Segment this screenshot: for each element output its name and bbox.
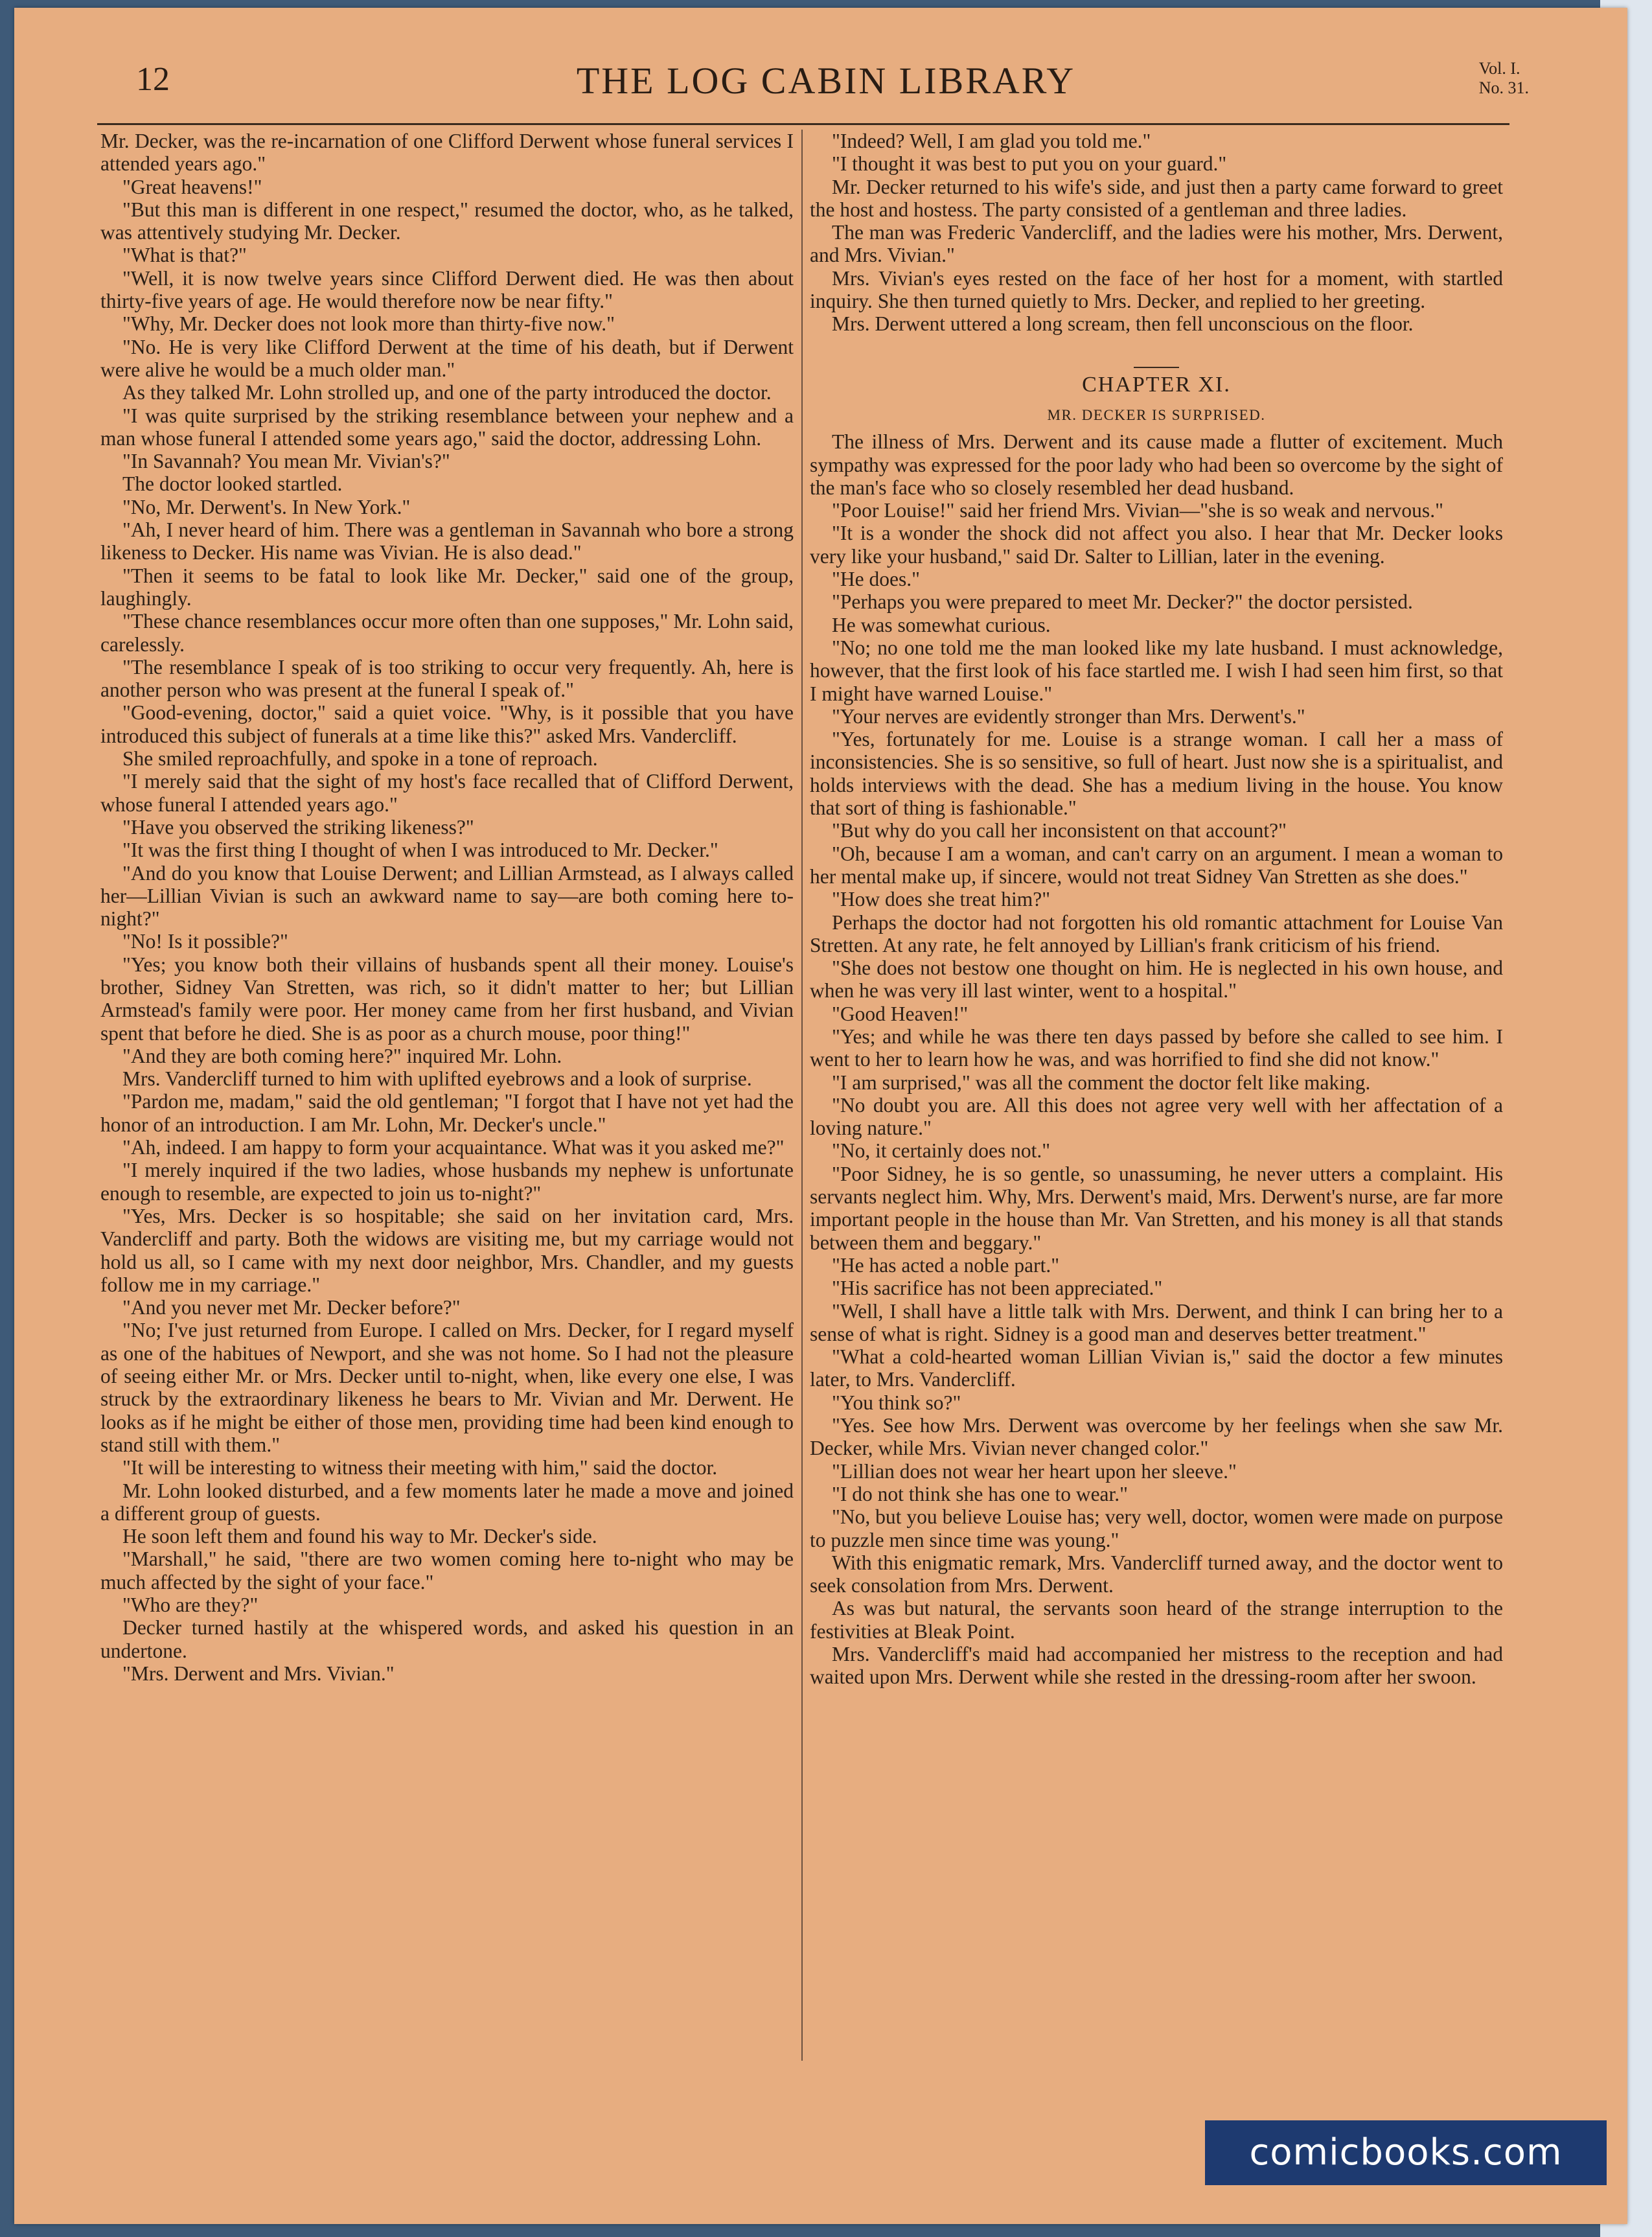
paragraph: "His sacrifice has not been appreciated." <box>832 1277 1163 1300</box>
paragraph: "Poor Sidney, he is so gentle, so unassuming, he never utters a complaint. His servants neglect him. Why, Mrs. Derwent's maid, Mrs. Derwent's nurse, are far more important people in the house than Mr. Van Stretten, and his money is all that stands between them and beggary." <box>810 1162 1503 1254</box>
chapter-heading <box>810 367 1503 427</box>
paragraph: "Poor Louise!" said her friend Mrs. Vivian—"she is so weak and nervous." <box>832 499 1443 522</box>
paragraph: "These chance resemblances occur more often than one supposes," Mr. Lohn said, carelessly. <box>100 610 794 656</box>
paragraph: "I am surprised," was all the comment the doctor felt like making. <box>832 1071 1371 1094</box>
paragraph: "I thought it was best to put you on your guard." <box>832 152 1227 176</box>
paragraph: "No, but you believe Louise has; very well, doctor, women were made on purpose to puzzle men since time was young." <box>810 1505 1503 1551</box>
paragraph: He soon left them and found his way to Mr. Decker's side. <box>122 1525 597 1548</box>
paragraph: "It was the first thing I thought of when I was introduced to Mr. Decker." <box>122 839 718 862</box>
page-header <box>97 55 1555 113</box>
paragraph: "I was quite surprised by the striking resemblance between your nephew and a man whose funeral I attended some years ago," said the doctor, addressing Lohn. <box>100 404 794 450</box>
paragraph: As they talked Mr. Lohn strolled up, and one of the party introduced the doctor. <box>122 381 772 404</box>
paragraph: He was somewhat curious. <box>832 613 1051 636</box>
paragraph: Perhaps the doctor had not forgotten his old romantic attachment for Louise Van Stretten. At any rate, he felt annoyed by Lillian's frank criticism of his friend. <box>810 910 1503 956</box>
chapter-title: CHAPTER XI. <box>1082 372 1231 397</box>
chapter-rule <box>1134 367 1179 368</box>
paragraph: With this enigmatic remark, Mrs. Vandercliff turned away, and the doctor went to seek consolation from Mrs. Derwent. <box>810 1551 1503 1597</box>
paragraph: "No, Mr. Derwent's. In New York." <box>122 495 411 518</box>
paragraph: "No; I've just returned from Europe. I called on Mrs. Decker, for I regard myself as one of the habitues of Newport, and she was not home. So I had not the pleasure of seeing either Mr. or Mrs. Decker until to-night, when, like every one else, I was struck by the extraordinary likeness he bears to Mr. Vivian and Mr. Derwent. He looks as if he might be either of those men, providing time had been kind enough to stand still with them." <box>100 1319 794 1456</box>
paragraph: "I do not think she has one to wear." <box>832 1482 1129 1505</box>
paragraph: "And do you know that Louise Derwent; and Lillian Armstead, as I always called her—Lillian Vivian is such an awkward name to say—are both coming here to-night?" <box>100 861 794 931</box>
right-column-upper <box>810 130 1503 336</box>
paragraph: "The resemblance I speak of is too striking to occur very frequently. Ah, here is another person who was present at the funeral I speak of." <box>100 655 794 702</box>
paragraph: "No, it certainly does not." <box>832 1139 1051 1163</box>
left-column <box>100 130 794 2087</box>
paragraph: Mr. Decker, was the re-incarnation of one Clifford Derwent whose funeral services I attended years ago." <box>100 130 794 176</box>
paragraph: Mr. Lohn looked disturbed, and a few moments later he made a move and joined a different group of guests. <box>100 1479 794 1525</box>
header-rule <box>97 123 1509 125</box>
right-column <box>810 130 1503 2087</box>
paragraph: As was but natural, the servants soon heard of the strange interruption to the festivities at Bleak Point. <box>810 1597 1503 1643</box>
paragraph: "Pardon me, madam," said the old gentleman; "I forgot that I have not yet had the honor of an introduction. I am Mr. Lohn, Mr. Decker's uncle." <box>100 1090 794 1136</box>
column-divider <box>801 130 803 2061</box>
paragraph: "It is a wonder the shock did not affect you also. I hear that Mr. Decker looks very like your husband," said Dr. Salter to Lillian, later in the evening. <box>810 522 1503 568</box>
paragraph: "I merely said that the sight of my host's face recalled that of Clifford Derwent, whose funeral I attended years ago." <box>100 770 794 816</box>
paragraph: "In Savannah? You mean Mr. Vivian's?" <box>122 450 450 473</box>
paragraph: Mrs. Derwent uttered a long scream, then fell unconscious on the floor. <box>832 312 1414 336</box>
chapter-subtitle: MR. DECKER IS SURPRISED. <box>1047 406 1266 423</box>
paragraph: "I merely inquired if the two ladies, whose husbands my nephew is unfortunate enough to resemble, are expected to join us to-night?" <box>100 1159 794 1205</box>
paragraph: "Yes, fortunately for me. Louise is a strange woman. I call her a mass of inconsistencies. She is so sensitive, so full of heart. Just now she is a spiritualist, and holds interviews with the dead. She has a medium living in the house. You know that sort of thing is fashionable." <box>810 728 1503 820</box>
paragraph: "And you never met Mr. Decker before?" <box>122 1296 461 1319</box>
paragraph: "You think so?" <box>832 1391 961 1414</box>
paragraph: "Who are they?" <box>122 1594 258 1616</box>
paragraph: "Then it seems to be fatal to look like Mr. Decker," said one of the group, laughingly. <box>100 564 794 610</box>
paragraph: "She does not bestow one thought on him. He is neglected in his own house, and when he was very ill last winter, went to a hospital." <box>810 956 1503 1003</box>
paragraph: "Well, I shall have a little talk with Mrs. Derwent, and think I can bring her to a sense of what is right. Sidney is a good man and deserves better treatment." <box>810 1299 1503 1345</box>
paragraph: Mrs. Vandercliff's maid had accompanied her mistress to the reception and had waited upon Mrs. Derwent while she rested in the dressing-room after her swoon. <box>810 1643 1503 1689</box>
paragraph: "Oh, because I am a woman, and can't carry on an argument. I mean a woman to her mental make up, if sincere, would not treat Sidney Van Stretten as she does." <box>810 842 1503 888</box>
paragraph: "He does." <box>832 568 920 591</box>
paragraph: "How does she treat him?" <box>832 888 1051 911</box>
paragraph: "Perhaps you were prepared to meet Mr. Decker?" the doctor persisted. <box>832 590 1413 614</box>
right-column-lower <box>810 430 1503 1688</box>
paragraph: "Well, it is now twelve years since Clifford Derwent died. He was then about thirty-five years of age. He would therefore now be near fifty." <box>100 266 794 313</box>
journal-title: THE LOG CABIN LIBRARY <box>576 60 1076 102</box>
paragraph: "Ah, I never heard of him. There was a gentleman in Savannah who bore a strong likeness to Decker. His name was Vivian. He is also dead." <box>100 518 794 564</box>
paragraph: "Yes; you know both their villains of husbands spent all their money. Louise's brother, Sidney Van Stretten, was rich, so it didn't matter to her; but Lillian Armstead's family were poor. Her money came from her first husband, and Vivian spent that before he died. She is as poor as a church mouse, poor thing!" <box>100 953 794 1045</box>
paragraph: "Good Heaven!" <box>832 1002 969 1025</box>
paragraph: "No! Is it possible?" <box>122 930 288 953</box>
paragraph: The illness of Mrs. Derwent and its cause made a flutter of excitement. Much sympathy was expressed for the poor lady who had been so overcome by the sight of the man's face who so closely resembled her dead husband. <box>810 430 1503 499</box>
paragraph: The man was Frederic Vandercliff, and the ladies were his mother, Mrs. Derwent, and Mrs. Vivian." <box>810 221 1503 267</box>
paragraph: "What a cold-hearted woman Lillian Vivian is," said the doctor a few minutes later, to Mrs. Vandercliff. <box>810 1345 1503 1391</box>
paragraph: "Good-evening, doctor," said a quiet voice. "Why, is it possible that you have introduced this subject of funerals at a time like this?" asked Mrs. Vandercliff. <box>100 701 794 747</box>
paragraph: Mr. Decker returned to his wife's side, and just then a party came forward to greet the host and hostess. The party consisted of a gentleman and three ladies. <box>810 175 1503 221</box>
paragraph: "Have you observed the striking likeness?" <box>122 815 474 839</box>
paragraph: Mrs. Vandercliff turned to him with uplifted eyebrows and a look of surprise. <box>122 1067 752 1091</box>
paragraph: "Yes; and while he was there ten days passed by before she called to see him. I went to her to learn how he was, and was horrified to find she did not know." <box>810 1025 1503 1071</box>
paragraph: She smiled reproachfully, and spoke in a tone of reproach. <box>122 747 598 771</box>
volume-label: Vol. I. <box>1478 59 1520 78</box>
paragraph: "Marshall," he said, "there are two women coming here to-night who may be much affected by the sight of your face." <box>100 1547 794 1594</box>
paragraph: "Lillian does not wear her heart upon her sleeve." <box>832 1459 1237 1483</box>
paragraph: "No. He is very like Clifford Derwent at the time of his death, but if Derwent were alive he would be a much older man." <box>100 335 794 381</box>
issue-number: No. 31. <box>1478 78 1529 97</box>
paragraph: "Ah, indeed. I am happy to form your acquaintance. What was it you asked me?" <box>122 1136 785 1159</box>
paragraph: "And they are both coming here?" inquired Mr. Lohn. <box>122 1044 562 1067</box>
paragraph: The doctor looked startled. <box>122 472 343 496</box>
paragraph: "He has acted a noble part." <box>832 1253 1060 1277</box>
paragraph: Mrs. Vivian's eyes rested on the face of her host for a moment, with startled inquiry. She then turned quietly to Mrs. Decker, and replied to her greeting. <box>810 266 1503 313</box>
paragraph: "What is that?" <box>122 244 247 267</box>
paragraph: "Mrs. Derwent and Mrs. Vivian." <box>122 1662 395 1685</box>
site-watermark: comicbooks.com <box>1205 2120 1607 2185</box>
paragraph: "Why, Mr. Decker does not look more than thirty-five now." <box>122 312 615 336</box>
paragraph: "It will be interesting to witness their meeting with him," said the doctor. <box>122 1456 718 1479</box>
paragraph: "Yes. See how Mrs. Derwent was overcome by her feelings when she saw Mr. Decker, while Mrs. Vivian never changed color." <box>810 1414 1503 1460</box>
issue-info <box>1479 59 1529 98</box>
page-number: 12 <box>136 61 170 98</box>
paragraph: "No; no one told me the man looked like my late husband. I must acknowledge, however, that the first look of his face startled me. I wish I had seen him first, so that I might have warned Louise." <box>810 636 1503 705</box>
paragraph: "No doubt you are. All this does not agree very well with her affectation of a loving nature." <box>810 1093 1503 1140</box>
paragraph: "Your nerves are evidently stronger than Mrs. Derwent's." <box>832 704 1305 728</box>
paragraph: "Yes, Mrs. Decker is so hospitable; she said on her invitation card, Mrs. Vandercliff and party. Both the widows are visiting me, but my carriage would not hold us all, so I came with my next door neighbor, Mrs. Chandler, and my guests follow me in my carriage." <box>100 1204 794 1296</box>
paragraph: "Great heavens!" <box>122 175 262 198</box>
paragraph: "But why do you call her inconsistent on that account?" <box>832 819 1287 842</box>
paragraph: Decker turned hastily at the whispered words, and asked his question in an undertone. <box>100 1616 794 1662</box>
paragraph: "Indeed? Well, I am glad you told me." <box>832 130 1151 152</box>
paragraph: "But this man is different in one respect," resumed the doctor, who, as he talked, was attentively studying Mr. Decker. <box>100 198 794 244</box>
